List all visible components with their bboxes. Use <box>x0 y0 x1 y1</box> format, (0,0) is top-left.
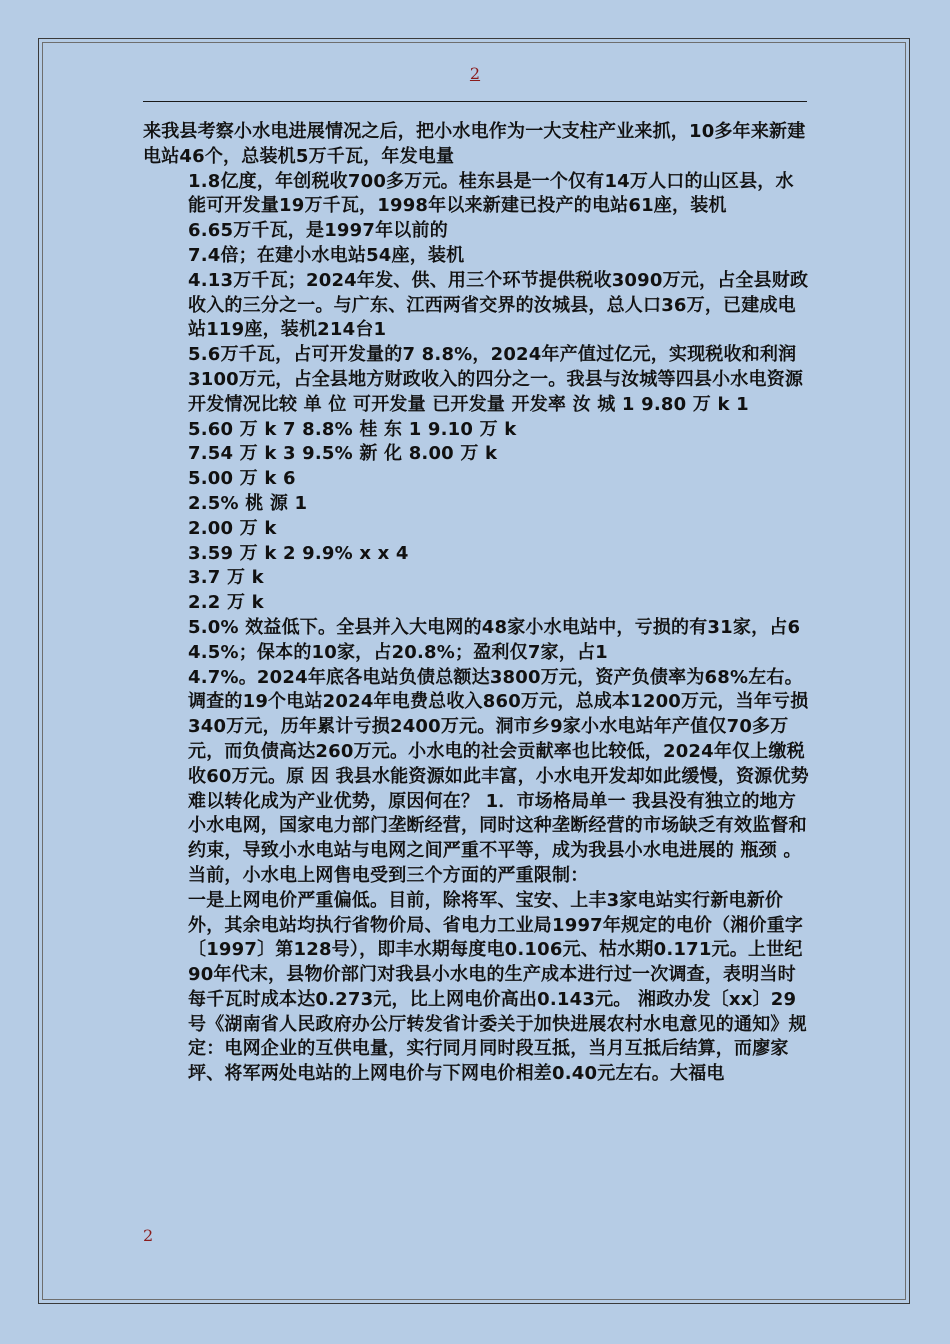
paragraph: 一是上网电价严重偏低。目前，除将军、宝安、上丰3家电站实行新电新价外，其余电站均执行省物价局、省电力工业局1997年规定的电价（湘价重字〔1997〕第128号），即丰水期每度电0.106元、枯水期0.171元。上世纪90年代末，县物价部门对我县小水电的生产成本进行过一次调查，表明当时每千瓦时成本达0.273元，比上网电价高出0.143元。 湘政办发〔xx〕29号《湖南省人民政府办公厅转发省计委关于加快进展农村水电意见的通知》规定：电网企业的互供电量，实行同月同时段互抵，当月互抵后结算，而廖家坪、将军两处电站的上网电价与下网电价相差0.40元左右。大福电 <box>188 889 807 1085</box>
paragraph: 来我县考察小水电进展情况之后，把小水电作为一大支柱产业来抓，10多年来新建电站46个，总装机5万千瓦，年发电量 <box>143 121 806 167</box>
paragraph: 4.5%；保本的10家，占20.8%；盈利仅7家，占1 <box>188 641 608 663</box>
paragraph: 7.54 万 k 3 9.5% 新 化 8.00 万 k <box>188 443 498 465</box>
footer-page-number: 2 <box>143 1226 154 1245</box>
paragraph: 1.8亿度，年创税收700多万元。桂东县是一个仅有14万人口的山区县，水能可开发量19万千瓦，1998年以来新建已投产的电站61座，装机 <box>188 170 794 217</box>
paragraph: 2.5% 桃 源 1 <box>188 492 308 514</box>
paragraph: 4.7%。2024年底各电站负债总额达3800万元，资产负债率为68%左右。调查的19个电站2024年电费总收入860万元，总成本1200万元，当年亏损340万元，历年累计亏损2400万元。洞市乡9家小水电站年产值仅70多万元，而负债高达260万元。小水电的社会贡献率也比较低，2024年仅上缴税收60万元。原 因 我县水能资源如此丰富，小水电开发却如此缓慢，资源优势难以转化成为产业优势，原因何在？ 1．市场格局单一 我县没有独立的地方小水电网，国家电力部门垄断经营，同时这种垄断经营的市场缺乏有效监督和约束，导致小水电站与电网之间严重不平等，成为我县小水电进展的 瓶颈 。当前，小水电上网售电受到三个方面的严重限制： <box>188 666 809 886</box>
paragraph: 5.6万千瓦，占可开发量的7 8.8%，2024年产值过亿元，实现税收和利润3100万元，占全县地方财政收入的四分之一。我县与汝城等四县小水电资源开发情况比较 单 位 可开发量 已开发量 开发率 汝 城 1 9.80 万 k 1 <box>188 344 804 415</box>
paragraph: 6.65万千瓦，是1997年以前的 <box>188 220 448 242</box>
paragraph: 2.00 万 k <box>188 517 277 539</box>
paragraph: 7.4倍；在建小水电站54座，装机 <box>188 244 465 266</box>
paragraph: 5.60 万 k 7 8.8% 桂 东 1 9.10 万 k <box>188 418 517 440</box>
paragraph: 5.00 万 k 6 <box>188 468 296 490</box>
header-page-number: 2 <box>469 64 481 83</box>
paragraph: 4.13万千瓦；2024年发、供、用三个环节提供税收3090万元，占全县财政收入的三分之一。与广东、江西两省交界的汝城县，总人口36万，已建成电站119座，装机214台1 <box>188 269 809 341</box>
paragraph: 3.7 万 k <box>188 567 264 589</box>
paragraph: 3.59 万 k 2 9.9% x x 4 <box>188 542 409 564</box>
paragraph: 5.0% 效益低下。全县并入大电网的48家小水电站中，亏损的有31家，占6 <box>188 616 801 638</box>
paragraph: 2.2 万 k <box>188 592 264 614</box>
document-body <box>143 120 811 1087</box>
header-rule <box>143 101 807 102</box>
